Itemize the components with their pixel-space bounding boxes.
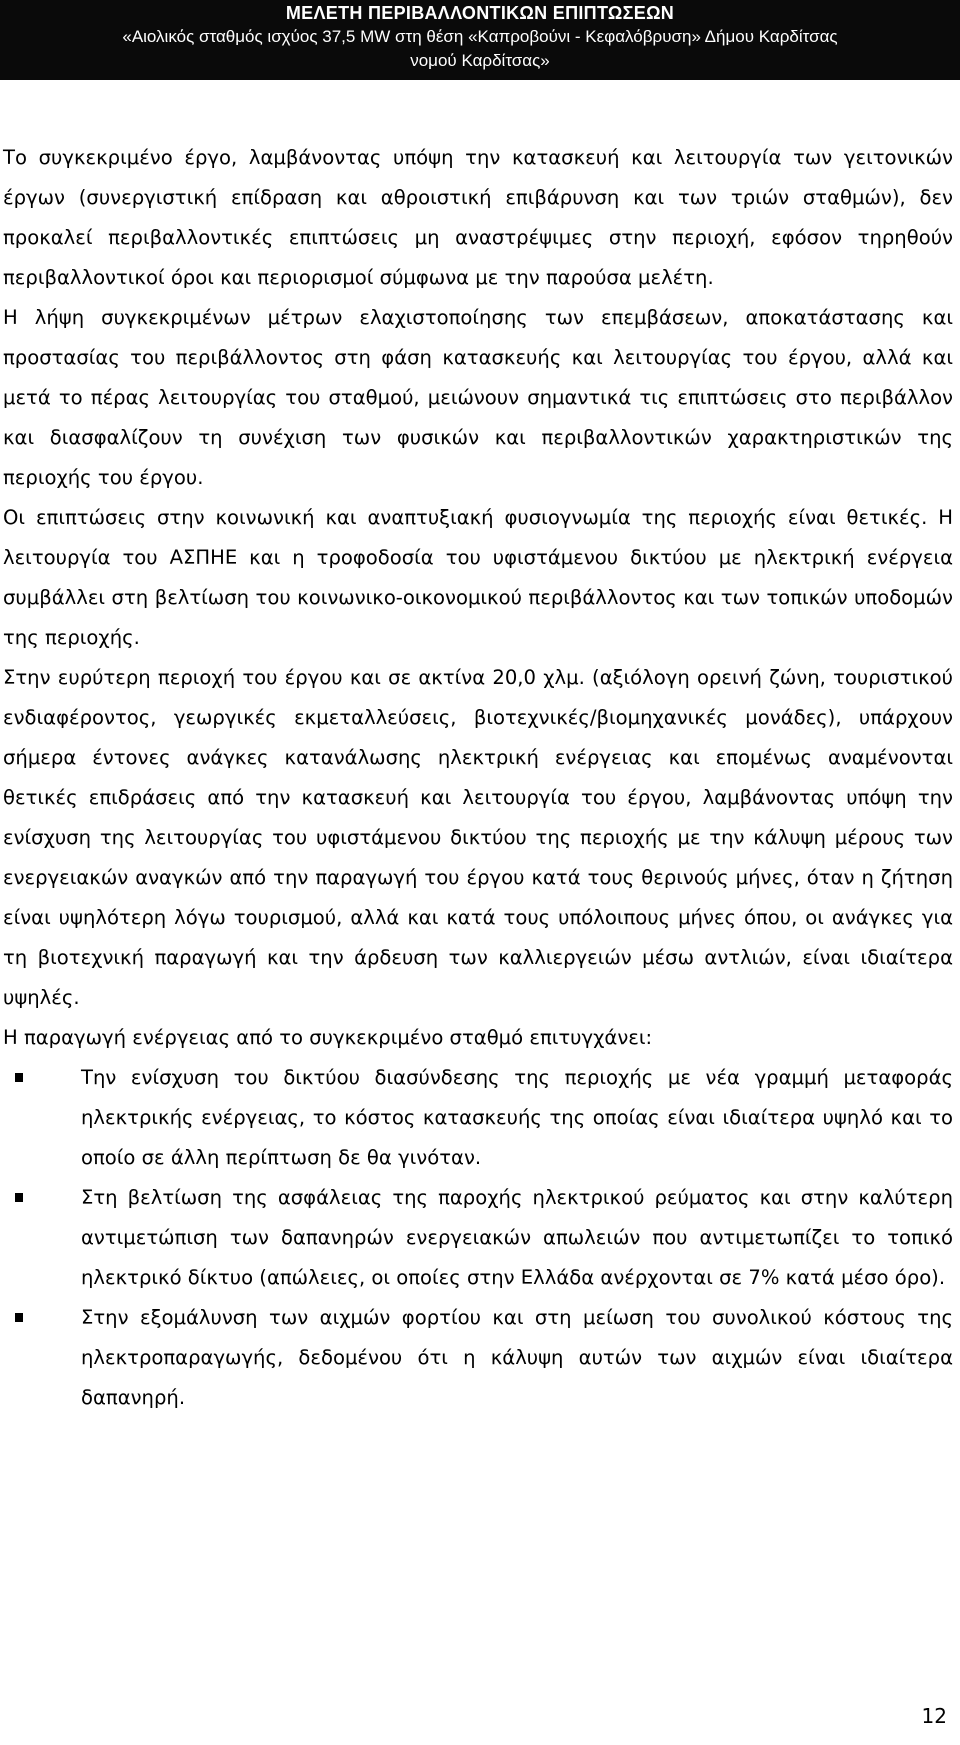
header-title: ΜΕΛΕΤΗ ΠΕΡΙΒΑΛΛΟΝΤΙΚΩΝ ΕΠΙΠΤΩΣΕΩΝ <box>285 3 675 23</box>
list-item-text: Στη βελτίωση της ασφάλειας της παροχής ηλεκτρικού ρεύματος και στην καλύτερη αντιμετώπιση των δαπανηρών ενεργειακών απωλειών που αντιμετωπίζει το τοπικό ηλεκτρικό δίκτυο (απώλειες, οι οποίες στην Ελλάδα ανέρχονται σε 7% κατά μέσο όρο). <box>81 1186 953 1289</box>
paragraph-3: Οι επιπτώσεις στην κοινωνική και αναπτυξιακή φυσιογνωμία της περιοχής είναι θετικές. Η λειτουργία του ΑΣΠΗΕ και η τροφοδοσία του υφιστάμενου δικτύου με ηλεκτρική ενέργεια συμβάλλει στη βελτίωση του κοινωνικο-οικονομικού περιβάλλοντος και των τοπικών υποδομών της περιοχής. <box>3 506 953 649</box>
list-item <box>3 1058 953 1178</box>
benefits-list <box>3 1058 953 1418</box>
list-item-text: Την ενίσχυση του δικτύου διασύνδεσης της περιοχής με νέα γραμμή μεταφοράς ηλεκτρικής ενέργειας, το κόστος κατασκευής της οποίας είναι ιδιαίτερα υψηλό και το οποίο σε άλλη περίπτωση δε θα γινόταν. <box>81 1066 953 1169</box>
paragraph-4: Στην ευρύτερη περιοχή του έργου και σε ακτίνα 20,0 χλμ. (αξιόλογη ορεινή ζώνη, τουριστικού ενδιαφέροντος, γεωργικές εκμεταλλεύσεις, βιοτεχνικές/βιομηχανικές μονάδες), υπάρχουν σήμερα έντονες ανάγκες κατανάλωσης ηλεκτρική ενέργειας και επομένως αναμένονται θετικές επιδράσεις από την κατασκευή και λειτουργία του έργου, λαμβάνοντας υπόψη την ενίσχυση της λειτουργίας του υφιστάμενου δικτύου της περιοχής με την κάλυψη μέρους των ενεργειακών αναγκών από την παραγωγή του έργου κατά τους θερινούς μήνες, όταν η ζήτηση είναι υψηλότερη λόγω τουρισμού, αλλά και κατά τους υπόλοιπους μήνες όπου, οι ανάγκες για τη βιοτεχνική παραγωγή και την άρδευση των καλλιεργειών μέσω αντλιών, είναι ιδιαίτερα υψηλές. <box>3 666 953 1009</box>
square-bullet-icon <box>15 1193 23 1202</box>
document-body <box>3 138 953 1418</box>
header-subtitle-line2: νομού Καρδίτσας» <box>410 51 550 70</box>
document-header <box>0 0 960 80</box>
paragraph-5: Η παραγωγή ενέργειας από το συγκεκριμένο σταθμό επιτυγχάνει: <box>3 1026 653 1049</box>
list-item <box>3 1298 953 1418</box>
page-number: 12 <box>921 1704 947 1728</box>
square-bullet-icon <box>15 1313 23 1322</box>
list-item <box>3 1178 953 1298</box>
header-subtitle-line1: «Αιολικός σταθμός ισχύος 37,5 MW στη θέση «Καπροβούνι - Κεφαλόβρυση» Δήμου Καρδίτσας <box>122 27 838 46</box>
list-item-text: Στην εξομάλυνση των αιχμών φορτίου και στη μείωση του συνολικού κόστους της ηλεκτροπαραγωγής, δεδομένου ότι η κάλυψη αυτών των αιχμών είναι ιδιαίτερα δαπανηρή. <box>81 1306 953 1409</box>
paragraph-2: Η λήψη συγκεκριμένων μέτρων ελαχιστοποίησης των επεμβάσεων, αποκατάστασης και προστασίας του περιβάλλοντος στη φάση κατασκευής και λειτουργίας του έργου, αλλά και μετά το πέρας λειτουργίας του σταθμού, μειώνουν σημαντικά τις επιπτώσεις στο περιβάλλον και διασφαλίζουν τη συνέχιση των φυσικών και περιβαλλοντικών χαρακτηριστικών της περιοχής του έργου. <box>3 306 953 489</box>
square-bullet-icon <box>15 1073 23 1082</box>
paragraph-1: Το συγκεκριμένο έργο, λαμβάνοντας υπόψη την κατασκευή και λειτουργία των γειτονικών έργων (συνεργιστική επίδραση και αθροιστική επιβάρυνση και των τριών σταθμών), δεν προκαλεί περιβαλλοντικές επιπτώσεις μη αναστρέψιμες στην περιοχή, εφόσον τηρηθούν περιβαλλοντικοί όροι και περιορισμοί σύμφωνα με την παρούσα μελέτη. <box>3 146 953 289</box>
